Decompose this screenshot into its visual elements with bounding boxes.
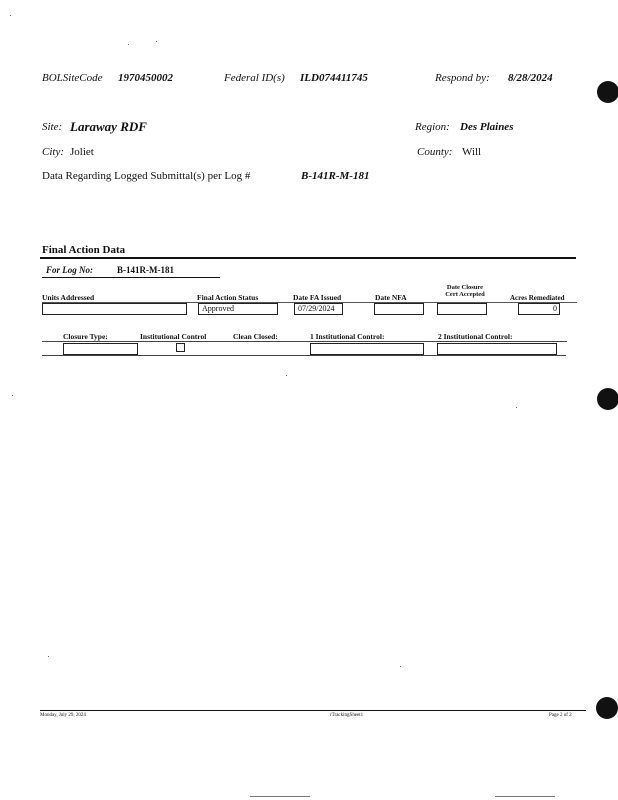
scan-speck (48, 656, 49, 657)
punch-hole-middle (597, 388, 618, 410)
scan-speck (286, 375, 287, 376)
scan-speck (10, 15, 11, 16)
punch-hole-top (597, 81, 618, 103)
institutional-control-checkbox[interactable] (176, 343, 185, 352)
for-log-underline (42, 277, 220, 278)
institutional-control-label: Institutional Control (140, 332, 207, 341)
region-value: Des Plaines (460, 121, 514, 133)
region-label: Region: (415, 121, 450, 133)
scan-speck (516, 407, 517, 408)
county-label: County: (417, 146, 453, 158)
col-date-closure-line2: Cert Accepted (445, 291, 485, 298)
site-label: Site: (42, 121, 63, 133)
for-log-value: B-141R-M-181 (117, 265, 174, 275)
ic2-label: 2 Institutional Control: (438, 332, 513, 341)
scan-speck (12, 395, 13, 396)
date-fa-issued-field[interactable]: 07/29/2024 (294, 303, 343, 315)
respond-by-value: 8/28/2024 (508, 72, 553, 84)
footer-report: rTrackingSheet1 (330, 713, 364, 718)
closure-type-label: Closure Type: (63, 332, 108, 341)
col-date-nfa: Date NFA (375, 293, 407, 302)
row2-bottom-rule (42, 355, 566, 356)
federal-id-label: Federal ID(s) (224, 72, 285, 84)
footer-rule (40, 710, 586, 711)
closure-type-field[interactable] (63, 343, 138, 355)
city-label: City: (42, 146, 64, 158)
footer-page: Page 2 of 2 (549, 713, 572, 718)
col-date-closure (440, 284, 490, 298)
federal-id-value: ILD074411745 (300, 72, 368, 84)
respond-by-label: Respond by: (435, 72, 490, 84)
section-divider (40, 257, 576, 259)
final-action-status-field[interactable]: Approved (198, 303, 278, 315)
col-units-addressed: Units Addressed (42, 293, 95, 302)
date-nfa-field[interactable] (374, 303, 424, 315)
ic1-label: 1 Institutional Control: (310, 332, 385, 341)
scan-speck (156, 41, 157, 42)
scan-speck (400, 666, 401, 667)
ic2-field[interactable] (437, 343, 557, 355)
row2-rule (42, 341, 567, 342)
city-value: Joliet (70, 146, 94, 158)
col-final-action-status: Final Action Status (197, 293, 259, 302)
clean-closed-label: Clean Closed: (233, 332, 278, 341)
units-addressed-field[interactable] (42, 303, 187, 315)
ic1-field[interactable] (310, 343, 424, 355)
log-label: Data Regarding Logged Submittal(s) per Log # (42, 170, 251, 182)
section-title: Final Action Data (42, 244, 126, 256)
site-value: Laraway RDF (70, 119, 147, 134)
bottom-scan-line (495, 796, 555, 797)
punch-hole-bottom (596, 697, 618, 719)
for-log-label: For Log No: (46, 265, 93, 275)
county-value: Will (462, 146, 482, 158)
date-closure-field[interactable] (437, 303, 487, 315)
site-code-value: 1970450002 (118, 72, 173, 84)
site-code-label: BOLSiteCode (42, 72, 103, 84)
footer-date: Monday, July 29, 2024 (40, 713, 86, 718)
scan-speck (128, 44, 129, 45)
log-value: B-141R-M-181 (301, 170, 370, 182)
col-acres-remediated: Acres Remediated (510, 294, 565, 302)
col-date-fa-issued: Date FA Issued (293, 293, 342, 302)
bottom-scan-line (250, 796, 310, 797)
col-date-closure-line1: Date Closure (446, 284, 484, 291)
acres-remediated-field[interactable]: 0 (518, 303, 560, 315)
